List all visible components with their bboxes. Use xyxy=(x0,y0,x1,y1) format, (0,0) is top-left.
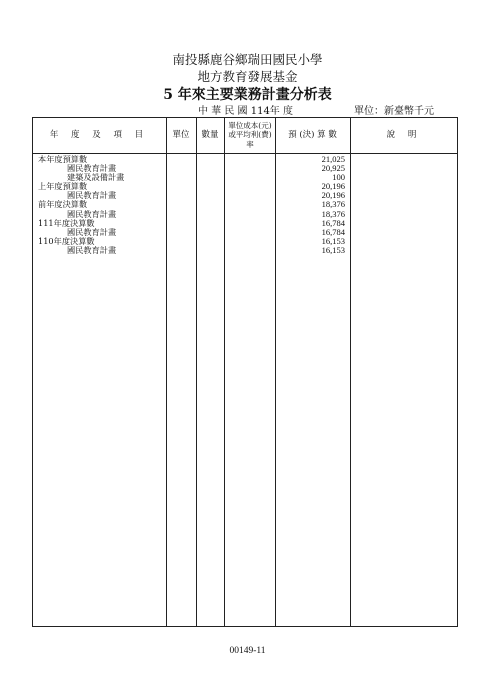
row-label: 國民教育計畫 xyxy=(67,162,117,173)
fund-title: 地方教育發展基金 xyxy=(197,69,298,84)
row-amount: 18,376 xyxy=(321,208,345,219)
row-label: 前年度決算數 xyxy=(38,199,88,210)
col-header-note: 說 明 xyxy=(386,130,422,140)
col-header-item: 年 度 及 項 目 xyxy=(49,130,149,140)
row-amount: 16,784 xyxy=(321,226,345,237)
fiscal-year: 中 華 民 國 114年 度 xyxy=(198,106,293,117)
row-amount: 20,925 xyxy=(321,162,345,173)
row-amount: 18,376 xyxy=(321,199,345,210)
col-divider-3 xyxy=(224,117,225,627)
org-title: 南投縣鹿谷鄉瑞田國民小學 xyxy=(172,52,323,67)
col-header-budget: 預 (決) 算 數 xyxy=(288,130,337,140)
row-amount: 16,784 xyxy=(321,217,345,228)
row-label: 國民教育計畫 xyxy=(67,244,117,255)
row-amount: 16,153 xyxy=(321,235,345,246)
col-divider-2 xyxy=(196,117,197,627)
row-amount: 20,196 xyxy=(321,190,345,201)
currency-unit: 單位：新臺幣千元 xyxy=(354,106,434,117)
row-label: 上年度預算數 xyxy=(38,181,88,192)
col-divider-5 xyxy=(350,117,351,627)
col-header-quantity: 數量 xyxy=(201,130,219,140)
row-label: 111年度決算數 xyxy=(38,217,95,228)
row-label: 建築及設備計畫 xyxy=(67,172,125,183)
row-amount: 21,025 xyxy=(321,154,345,164)
page-number: 00149-11 xyxy=(229,646,266,656)
col-header-unit-cost: 單位成本(元)或平均利(費)率 xyxy=(228,120,272,149)
row-label: 國民教育計畫 xyxy=(67,226,117,237)
row-label: 110年度決算數 xyxy=(38,235,95,246)
header-divider xyxy=(32,153,458,154)
col-header-unit: 單位 xyxy=(172,130,190,140)
row-amount: 16,153 xyxy=(321,244,345,255)
page-title: 5 年來主要業務計畫分析表 xyxy=(163,87,332,103)
row-amount: 20,196 xyxy=(321,181,345,192)
row-label: 國民教育計畫 xyxy=(67,190,117,201)
row-label: 本年度預算數 xyxy=(38,154,88,164)
row-label: 國民教育計畫 xyxy=(67,208,117,219)
row-amount: 100 xyxy=(332,172,345,183)
